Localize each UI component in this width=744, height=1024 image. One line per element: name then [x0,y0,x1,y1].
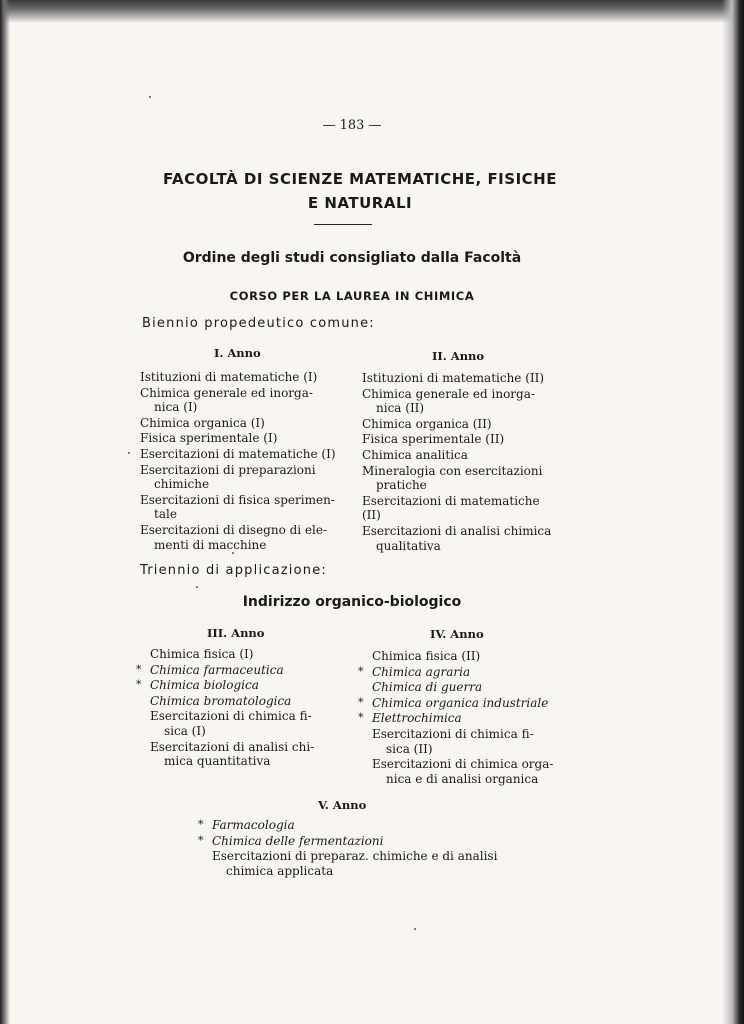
page-number: — 183 — [322,118,382,133]
course-line: Chimica organica (II) [362,416,492,431]
course-entry [140,447,345,462]
course-entry [362,524,562,553]
course-line: Esercitazioni di preparazioni [140,462,316,477]
course-heading: CORSO PER LA LAUREA IN CHIMICA [229,289,475,303]
course-entry [372,649,567,664]
course-entry [140,386,345,415]
title-divider [314,224,372,225]
course-line: Mineralogia con esercitazioni [362,463,543,478]
course-line-continuation: menti di macchine [154,537,267,552]
course-line-continuation: nica (I) [154,400,198,415]
course-entry [136,678,345,693]
course-line-continuation: tale [154,507,177,522]
year5-heading: V. Anno [318,798,367,812]
course-line: Esercitazioni di matematiche (II) [362,493,540,523]
course-line: Esercitazioni di matematiche (I) [140,446,336,461]
course-line: Istituzioni di matematiche (I) [140,370,318,384]
course-entry [150,694,345,709]
course-line: Farmacologia [212,818,295,832]
scan-speck [149,96,151,98]
course-line-continuation: qualitativa [376,538,441,553]
year1-course-list [140,370,345,552]
scan-speck [128,452,130,454]
asterisk-marker: * [198,818,204,831]
course-line: Chimica farmaceutica [150,662,284,677]
asterisk-marker: * [136,662,142,676]
course-entry [150,740,345,769]
course-line: Esercitazioni di disegno di ele- [140,522,328,537]
course-entry [150,709,345,738]
course-entry [140,431,345,446]
course-entry [358,664,567,680]
course-entry [372,727,567,756]
course-entry [362,371,562,386]
course-line-continuation: nica (II) [376,401,425,416]
course-entry [362,448,562,463]
year5-course-list [198,818,532,878]
course-line: Chimica fisica (II) [372,649,481,663]
course-line: Esercitazioni di fisica sperimen- [140,492,335,507]
course-line: Chimica fisica (I) [150,647,254,661]
course-entry [362,464,562,493]
indirizzo-heading: Indirizzo organico-biologico [242,594,462,610]
course-line-continuation: pratiche [376,478,427,493]
scan-speck [414,928,416,930]
order-heading: Ordine degli studi consigliato dalla Facoltà [182,250,522,266]
course-line: Istituzioni di matematiche (II) [362,371,545,385]
course-line: Chimica biologica [150,678,259,693]
course-entry [212,849,532,878]
course-line: Chimica generale ed inorga- [362,386,535,401]
year2-heading: II. Anno [432,349,485,363]
course-line-continuation: chimica applicata [226,863,334,878]
course-line: Chimica organica (I) [140,415,265,430]
course-entry [140,370,345,385]
course-line: Chimica analitica [362,447,468,462]
course-entry [358,711,567,726]
course-entry [362,432,562,447]
course-line: Elettrochimica [372,711,462,726]
course-line-continuation: chimiche [154,477,210,492]
course-entry [140,493,345,522]
course-entry [136,662,345,678]
faculty-title-line1: FACOLTÀ DI SCIENZE MATEMATICHE, FISICHE [163,170,557,188]
year4-course-list [358,649,567,786]
course-line-continuation: mica quantitativa [164,754,271,769]
course-entry [198,818,532,833]
asterisk-marker: * [358,695,364,709]
course-entry [140,523,345,552]
course-entry [372,757,567,786]
biennio-label: Biennio propedeutico comune: [142,316,375,331]
course-line-continuation: nica e di analisi organica [386,771,539,786]
course-line: Fisica sperimentale (I) [140,431,278,446]
scan-shadow-left [0,0,10,1024]
course-line: Chimica delle fermentazioni [212,833,384,848]
year1-heading: I. Anno [214,346,261,360]
triennio-label: Triennio di applicazione: [140,563,327,578]
course-entry [150,647,345,662]
course-line: Chimica di guerra [372,680,483,695]
year3-heading: III. Anno [207,626,265,640]
course-entry [372,680,567,695]
course-entry [362,417,562,432]
course-line: Chimica organica industriale [372,695,549,710]
asterisk-marker: * [358,711,364,725]
course-entry [140,463,345,492]
year3-course-list [136,647,345,769]
course-entry [198,833,532,849]
course-entry [140,416,345,431]
course-line: Esercitazioni di chimica fi- [372,726,534,741]
course-line: Esercitazioni di chimica fi- [150,709,312,724]
faculty-title-line2: E NATURALI [307,194,413,212]
scan-speck [232,552,234,554]
asterisk-marker: * [136,678,142,692]
course-line-continuation: sica (II) [386,741,433,756]
course-line: Esercitazioni di chimica orga- [372,757,554,772]
scan-shadow-right [722,0,744,1024]
asterisk-marker: * [358,664,364,678]
course-line: Esercitazioni di analisi chimica [362,523,552,538]
asterisk-marker: * [198,833,204,847]
course-line: Esercitazioni di preparaz. chimiche e di analisi [212,849,498,864]
course-entry [362,387,562,416]
course-entry [362,494,562,523]
year2-course-list [362,371,562,553]
course-line: Esercitazioni di analisi chi- [150,739,315,754]
year4-heading: IV. Anno [430,627,484,641]
course-line: Chimica agraria [372,664,471,679]
course-line: Fisica sperimentale (II) [362,432,505,447]
scan-speck [196,586,198,588]
course-line-continuation: sica (I) [164,723,206,738]
course-line: Chimica generale ed inorga- [140,385,313,400]
course-entry [358,695,567,711]
course-line: Chimica bromatologica [150,693,292,708]
scan-shadow-top [0,0,744,22]
